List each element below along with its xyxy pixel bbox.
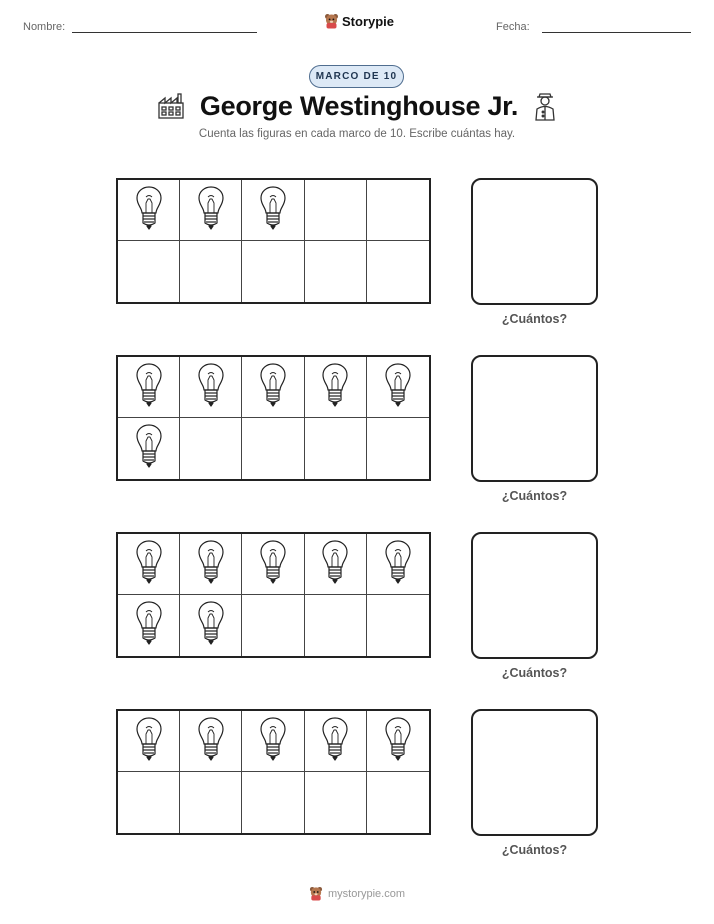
- question-label-1: ¿Cuántos?: [501, 312, 568, 326]
- frame-cell: [242, 180, 304, 241]
- frame-cell: [180, 772, 242, 833]
- frame-cell: [367, 772, 429, 833]
- frame-cell: [367, 357, 429, 418]
- question-label-4: ¿Cuántos?: [501, 843, 568, 857]
- frame-cell: [305, 711, 367, 772]
- ten-frame-2: [116, 355, 431, 481]
- light-bulb-icon: [383, 539, 413, 590]
- frame-cell: [118, 595, 180, 656]
- frame-cell: [305, 534, 367, 595]
- frame-cell: [180, 534, 242, 595]
- frame-cell: [118, 534, 180, 595]
- frame-cell: [242, 595, 304, 656]
- brand-logo: [324, 13, 394, 29]
- light-bulb-icon: [196, 362, 226, 413]
- ten-frame-3: [116, 532, 431, 658]
- frame-cell: [305, 357, 367, 418]
- light-bulb-icon: [196, 716, 226, 767]
- answer-box-1[interactable]: [471, 178, 598, 305]
- bear-mascot-icon: [324, 13, 339, 29]
- frame-cell: [118, 772, 180, 833]
- light-bulb-icon: [196, 600, 226, 651]
- page-title: George Westinghouse Jr.: [199, 90, 519, 121]
- answer-box-3[interactable]: [471, 532, 598, 659]
- answer-box-2[interactable]: [471, 355, 598, 482]
- frame-cell: [305, 180, 367, 241]
- light-bulb-icon: [258, 716, 288, 767]
- light-bulb-icon: [383, 716, 413, 767]
- light-bulb-icon: [134, 539, 164, 590]
- name-line[interactable]: [72, 32, 257, 33]
- worksheet-type-badge: MARCO DE 10: [309, 65, 404, 88]
- bear-mascot-icon: [309, 886, 323, 901]
- worksheet-header: [0, 0, 714, 50]
- frame-cell: [242, 357, 304, 418]
- title-row: [0, 90, 714, 122]
- frame-cell: [118, 418, 180, 479]
- frame-cell: [242, 772, 304, 833]
- light-bulb-icon: [196, 539, 226, 590]
- frame-cell: [180, 595, 242, 656]
- frame-cell: [367, 711, 429, 772]
- instructions: Cuenta las figuras en cada marco de 10. Escribe cuántas hay.: [198, 128, 516, 140]
- answer-box-4[interactable]: [471, 709, 598, 836]
- date-label: Fecha:: [496, 21, 530, 33]
- light-bulb-icon: [196, 185, 226, 236]
- light-bulb-icon: [320, 716, 350, 767]
- question-label-2: ¿Cuántos?: [501, 489, 568, 503]
- date-line[interactable]: [542, 32, 691, 33]
- frame-cell: [367, 534, 429, 595]
- frame-cell: [242, 534, 304, 595]
- frame-cell: [367, 418, 429, 479]
- frame-cell: [305, 595, 367, 656]
- light-bulb-icon: [134, 362, 164, 413]
- footer-url: mystorypie.com: [327, 887, 406, 900]
- frame-cell: [305, 772, 367, 833]
- frame-cell: [305, 418, 367, 479]
- frame-cell: [367, 180, 429, 241]
- frame-cell: [367, 241, 429, 302]
- light-bulb-icon: [134, 423, 164, 474]
- light-bulb-icon: [258, 539, 288, 590]
- frame-cell: [180, 418, 242, 479]
- light-bulb-icon: [134, 185, 164, 236]
- light-bulb-icon: [258, 185, 288, 236]
- frame-cell: [180, 711, 242, 772]
- frame-cell: [118, 357, 180, 418]
- footer: [0, 886, 714, 901]
- light-bulb-icon: [258, 362, 288, 413]
- frame-cell: [242, 418, 304, 479]
- ten-frame-4: [116, 709, 431, 835]
- frame-cell: [305, 241, 367, 302]
- light-bulb-icon: [383, 362, 413, 413]
- factory-icon: [156, 91, 186, 121]
- question-label-3: ¿Cuántos?: [501, 666, 568, 680]
- name-label: Nombre:: [23, 21, 66, 33]
- inventor-icon: [532, 90, 558, 122]
- light-bulb-icon: [134, 716, 164, 767]
- frame-cell: [180, 357, 242, 418]
- frame-cell: [367, 595, 429, 656]
- frame-cell: [242, 241, 304, 302]
- frame-cell: [242, 711, 304, 772]
- frame-cell: [118, 711, 180, 772]
- light-bulb-icon: [134, 600, 164, 651]
- light-bulb-icon: [320, 539, 350, 590]
- brand-name: Storypie: [342, 13, 395, 29]
- frame-cell: [180, 180, 242, 241]
- light-bulb-icon: [320, 362, 350, 413]
- frame-cell: [118, 180, 180, 241]
- frame-cell: [180, 241, 242, 302]
- frame-cell: [118, 241, 180, 302]
- ten-frame-1: [116, 178, 431, 304]
